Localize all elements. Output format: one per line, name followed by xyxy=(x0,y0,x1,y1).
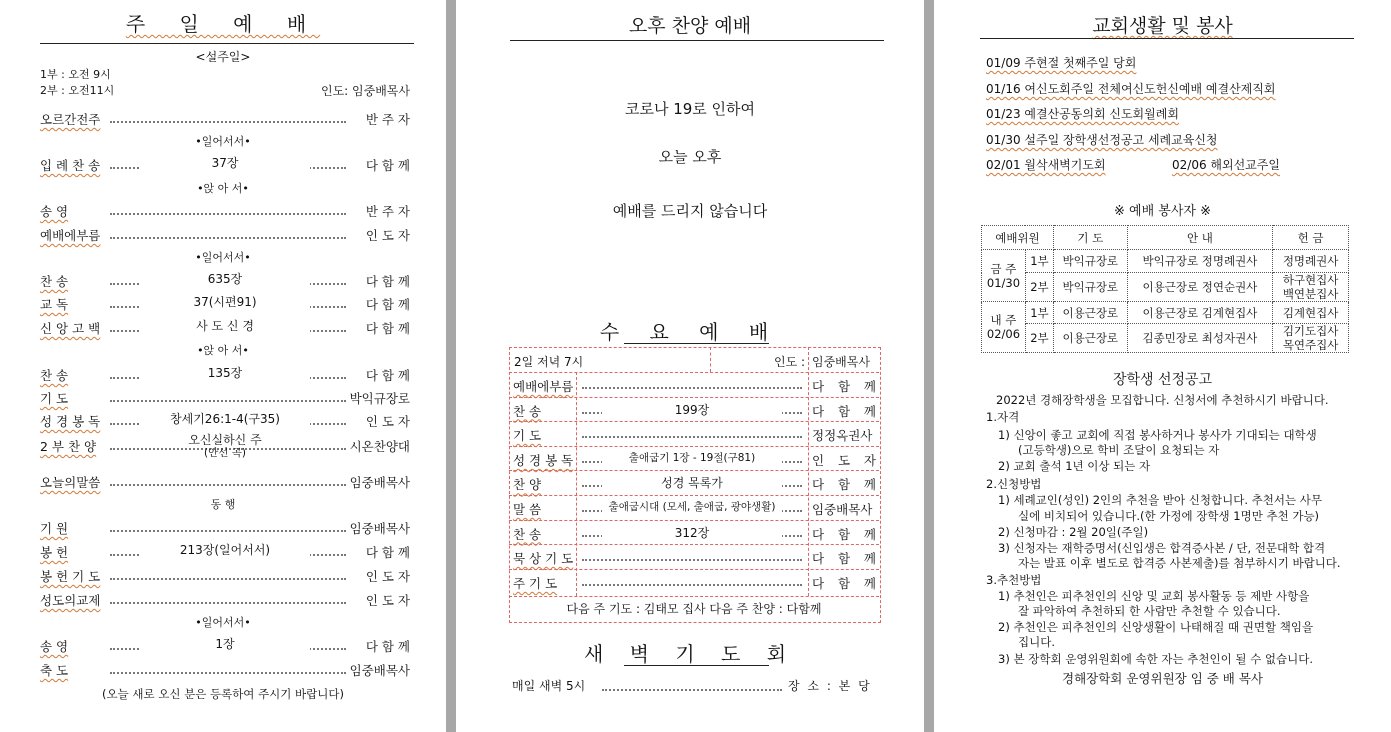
item-detail: 213장(일어서서) xyxy=(140,541,310,558)
item-label: 기 도 xyxy=(40,391,69,406)
offering-name: 김기도집사 xyxy=(1282,324,1339,338)
item-leader: 다 함 께 xyxy=(362,366,410,384)
notice-line-2: 오늘 오후 xyxy=(658,148,722,166)
servers-table xyxy=(981,225,1349,353)
item-label: 찬 송 xyxy=(40,274,69,289)
item-label: 기 원 xyxy=(40,521,69,536)
item-detail: 37(시편91) xyxy=(140,293,310,310)
item-leader: 다 함 께 xyxy=(812,379,876,394)
item-leader: 다 함 께 xyxy=(362,272,410,290)
guide-cell: 이용근장로 김계현집사 xyxy=(1127,302,1273,324)
dot-leader xyxy=(582,387,802,389)
church-life-title: 교회생활 및 봉사 xyxy=(1092,15,1233,37)
item-leader: 다 함 께 xyxy=(362,156,410,174)
page-sunday-service xyxy=(0,0,446,732)
section-heading: 3.추천방법 xyxy=(986,573,1042,587)
item-leader: 시온찬양대 xyxy=(346,437,410,455)
item-leader: 반 주 자 xyxy=(362,202,410,220)
page-afternoon-service xyxy=(456,0,924,732)
item-label: 입 례 찬 송 xyxy=(40,158,101,173)
item-label: 예배에부름 xyxy=(40,228,101,243)
offering-cell: 김계현집사 xyxy=(1273,302,1349,324)
group-label: 금 주 xyxy=(990,261,1017,276)
box-divider xyxy=(808,347,809,596)
item-detail: 312장 xyxy=(602,524,782,541)
item-label: 봉 헌 xyxy=(40,545,69,560)
item-leader: 인 도 자 xyxy=(362,567,410,585)
item-detail: 135장 xyxy=(140,364,310,381)
item-label: 묵 상 기 도 xyxy=(513,551,574,567)
wednesday-rule xyxy=(624,343,769,344)
notice-line: 2) 교회 출석 1년 이상 되는 자 xyxy=(998,459,1151,473)
scholarship-signature: 경해장학회 운영위원장 임 중 배 목사 xyxy=(1062,671,1263,686)
col-header: 안 내 xyxy=(1127,226,1273,250)
prayer-cell: 박익규장로 xyxy=(1053,250,1127,273)
posture-cue: •일어서서• xyxy=(195,135,251,148)
dot-leader xyxy=(110,237,346,239)
item-detail: 성경 목록가 xyxy=(602,474,782,491)
dot-leader xyxy=(110,578,346,580)
item-leader: 다 함 께 xyxy=(812,403,876,419)
notice-line: 1) 추천인은 피추천인의 신앙 및 교회 봉사활동 등 제반 사항을 xyxy=(998,589,1310,603)
notice-line: 집니다. xyxy=(1018,635,1055,649)
item-label: 송 영 xyxy=(40,204,69,219)
dot-leader xyxy=(110,484,346,486)
item-leader: 다 함 께 xyxy=(812,575,876,591)
prayer-cell: 이용근장로 xyxy=(1053,324,1127,353)
item-label: 오르간전주 xyxy=(40,112,101,127)
item-label: 성 경 봉 독 xyxy=(513,452,574,468)
svc-cell: 1부 xyxy=(1025,250,1053,273)
posture-cue: •앉 아 서• xyxy=(197,182,249,195)
section-heading: 1.자격 xyxy=(986,410,1020,424)
item-leader: 임중배목사 xyxy=(812,502,873,517)
wednesday-time: 2일 저녁 7시 xyxy=(514,355,584,369)
row-divider xyxy=(509,495,879,496)
dot-leader xyxy=(110,530,346,532)
item-leader: 정정옥권사 xyxy=(812,428,873,444)
offering-name: 목연주집사 xyxy=(1282,338,1339,352)
row-divider xyxy=(509,372,879,373)
item-label: 성 경 봉 독 xyxy=(40,414,101,429)
item-detail: 199장 xyxy=(602,401,782,418)
item-label: 주 기 도 xyxy=(513,575,558,591)
item-leader: 인 도 자 xyxy=(812,452,876,468)
dawn-place: 장 소 : 본 당 xyxy=(788,679,872,693)
item-leader: 임중배목사 xyxy=(346,473,410,491)
prayer-cell: 이용근장로 xyxy=(1053,302,1127,324)
item-detail: 37장 xyxy=(140,154,310,171)
notice-line: 자는 발표 이후 별도로 합격증 사본제출)를 첨부하시기 바랍니다. xyxy=(1018,556,1341,570)
col-header: 헌 금 xyxy=(1273,226,1349,250)
dot-leader xyxy=(582,584,802,586)
dot-leader xyxy=(110,672,346,674)
row-divider xyxy=(509,421,879,422)
notice-line-3: 예배를 드리지 않습니다 xyxy=(612,202,768,220)
dot-leader xyxy=(110,121,346,123)
offering-cell xyxy=(1273,324,1349,353)
dawn-time: 매일 새벽 5시 xyxy=(512,679,586,693)
section-heading: 2.신청방법 xyxy=(986,477,1042,491)
notice-line: 2) 신청마감 : 2월 20일(주일) xyxy=(998,525,1149,539)
item-leader: 다 함 께 xyxy=(812,526,876,542)
dot-leader xyxy=(110,213,346,215)
offering-name: 백연분집사 xyxy=(1282,287,1339,301)
dot-leader xyxy=(110,602,346,604)
group-label: 내 주 xyxy=(990,313,1017,327)
item-detail: 창세기26:1-4(구35) xyxy=(140,410,310,427)
notice-line: 실에 비치되어 있습니다.(한 가정에 장학생 1명만 추천 가능) xyxy=(1018,509,1320,523)
row-divider xyxy=(509,470,879,471)
item-leader: 박익규장로 xyxy=(346,389,410,407)
news-item: 02/01 월삭새벽기도회 xyxy=(986,158,1106,172)
row-divider xyxy=(509,520,879,521)
item-label: 2 부 찬 양 xyxy=(40,439,97,454)
posture-cue: 동 행 xyxy=(210,498,236,511)
item-detail-sub: (안선 곡) xyxy=(204,447,246,459)
guide-cell: 이용근장로 정연순권사 xyxy=(1127,273,1273,302)
box-divider xyxy=(710,347,711,372)
dawn-prayer-title: 새 벽 기 도 회 xyxy=(583,642,797,666)
item-label: 오늘의말씀 xyxy=(40,475,101,490)
row-divider xyxy=(509,544,879,545)
item-leader: 인 도 자 xyxy=(362,412,410,430)
group-this-week xyxy=(982,250,1026,302)
page-title: 주 일 예 배 xyxy=(125,12,321,36)
item-label: 송 영 xyxy=(40,639,69,654)
item-leader: 임중배목사 xyxy=(346,519,410,537)
scholarship-title: 장학생 선정공고 xyxy=(1112,372,1213,388)
dot-leader xyxy=(602,689,782,691)
news-item: 01/23 예결산공동의회 신도회월례회 xyxy=(986,107,1179,121)
item-label: 찬 송 xyxy=(513,403,542,419)
notice-line: 2022년 경해장학생을 모집합니다. 신청서에 추천하시기 바랍니다. xyxy=(996,393,1329,407)
item-leader: 다 함 께 xyxy=(812,477,876,493)
service-time-1: 1부 : 오전 9시 xyxy=(40,68,111,81)
posture-cue: •일어서서• xyxy=(195,616,251,629)
row-divider xyxy=(509,596,879,597)
notice-line: 1) 세례교인(성인) 2인의 추천을 받아 신청합니다. 추천서는 사무 xyxy=(998,493,1322,507)
item-label: 축 도 xyxy=(40,663,69,678)
item-leader: 반 주 자 xyxy=(362,110,410,128)
item-label: 성도의교제 xyxy=(40,593,101,608)
item-leader: 인 도 자 xyxy=(362,226,410,244)
item-detail: 635장 xyxy=(140,270,310,287)
group-date: 01/30 xyxy=(986,275,1021,290)
notice-line: 잘 파악하여 추천하되 한 사람만 추천할 수 있습니다. xyxy=(1018,604,1281,618)
item-detail: 1장 xyxy=(140,635,310,652)
dot-leader xyxy=(110,400,346,402)
service-time-2: 2부 : 오전11시 xyxy=(40,84,115,97)
wednesday-presider-label: 인도 : xyxy=(774,355,806,369)
next-week-note: 다음 주 기도 : 김태모 집사 다음 주 찬양 : 다함께 xyxy=(566,602,822,616)
wednesday-presider: 임중배목사 xyxy=(812,355,870,369)
item-leader: 임중배목사 xyxy=(346,661,410,679)
svc-cell: 2부 xyxy=(1025,324,1053,353)
guide-cell: 박익규장로 정명례권사 xyxy=(1127,250,1273,273)
item-leader: 다 함 께 xyxy=(362,319,410,337)
item-label: 말 씀 xyxy=(513,502,542,517)
row-divider xyxy=(509,569,879,570)
item-detail: 출애굽기 1장 - 19절(구81) xyxy=(602,450,782,465)
col-header: 예배위원 xyxy=(982,226,1054,250)
offering-cell xyxy=(1273,273,1349,302)
subtitle: <설주일> xyxy=(195,50,251,64)
notice-line-1: 코로나 19로 인하여 xyxy=(624,100,756,118)
notice-line: 2) 추천인은 피추천인의 신앙생활이 나태해질 때 권면할 책임을 xyxy=(998,620,1314,634)
group-date: 02/06 xyxy=(986,327,1021,341)
title-rule xyxy=(510,40,884,41)
svc-cell: 1부 xyxy=(1025,302,1053,324)
item-label: 찬 송 xyxy=(40,368,69,383)
offering-cell: 정명례권사 xyxy=(1273,250,1349,273)
page-church-life xyxy=(934,0,1391,732)
notice-line: (고등학생)으로 학비 조달이 요청되는 자 xyxy=(1018,443,1220,457)
group-next-week xyxy=(982,302,1026,353)
item-label: 찬 양 xyxy=(513,477,542,493)
title-rule xyxy=(40,43,414,44)
row-divider xyxy=(509,397,879,398)
dot-leader xyxy=(582,436,802,438)
news-item: 01/09 주현절 첫째주일 당회 xyxy=(986,56,1137,70)
news-item: 01/30 설주일 장학생선정공고 세례교육신청 xyxy=(986,133,1218,147)
prayer-cell: 박익규장로 xyxy=(1053,273,1127,302)
notice-line: 3) 신청자는 재학증명서(신입생은 합격증사본 / 단, 전문대학 합격 xyxy=(998,541,1326,555)
item-leader: 인 도 자 xyxy=(362,591,410,609)
item-label: 찬 송 xyxy=(513,526,542,542)
item-leader: 다 함 께 xyxy=(362,295,410,313)
item-detail: 사 도 신 경 xyxy=(140,317,310,334)
item-leader: 다 함 께 xyxy=(362,637,410,655)
item-leader: 다 함 께 xyxy=(812,551,876,567)
col-header: 기 도 xyxy=(1053,226,1127,250)
box-divider xyxy=(576,372,577,596)
guide-cell: 김종민장로 최성자권사 xyxy=(1127,324,1273,353)
item-label: 봉 헌 기 도 xyxy=(40,569,101,584)
row-divider xyxy=(509,446,879,447)
item-label: 예배에부름 xyxy=(513,379,574,394)
news-item: 02/06 해외선교주일 xyxy=(1172,158,1280,172)
posture-cue: •앉 아 서• xyxy=(197,344,249,357)
welcome-note: (오늘 새로 오신 분은 등록하여 주시기 바랍니다) xyxy=(102,687,344,701)
item-detail: 출애굽시대 (모세, 출애굽, 광야생활) xyxy=(602,499,782,514)
item-label: 기 도 xyxy=(513,428,542,444)
item-label: 교 독 xyxy=(40,297,69,312)
svc-cell: 2부 xyxy=(1025,273,1053,302)
item-detail: 오신실하신 주 xyxy=(140,431,310,448)
notice-line: 1) 신앙이 좋고 교회에 직접 봉사하거나 봉사가 기대되는 대학생 xyxy=(998,428,1317,442)
presider: 인도: 임중배목사 xyxy=(320,84,410,98)
wednesday-title: 수 요 예 배 xyxy=(599,320,781,344)
notice-line: 3) 본 장학회 운영위원회에 속한 자는 추천인이 될 수 없습니다. xyxy=(998,652,1313,666)
item-leader: 다 함 께 xyxy=(362,543,410,561)
item-label: 신 앙 고 백 xyxy=(40,321,101,336)
news-item: 01/16 여신도회주일 전체여신도헌신예배 예결산제직회 xyxy=(986,82,1276,96)
servers-title: ※ 예배 봉사자 ※ xyxy=(1114,204,1211,219)
title-rule xyxy=(980,38,1354,39)
offering-name: 하구현집사 xyxy=(1282,273,1339,287)
afternoon-title: 오후 찬양 예배 xyxy=(628,15,752,37)
dawn-rule xyxy=(624,665,769,666)
posture-cue: •일어서서• xyxy=(195,251,251,264)
dot-leader xyxy=(582,559,802,561)
